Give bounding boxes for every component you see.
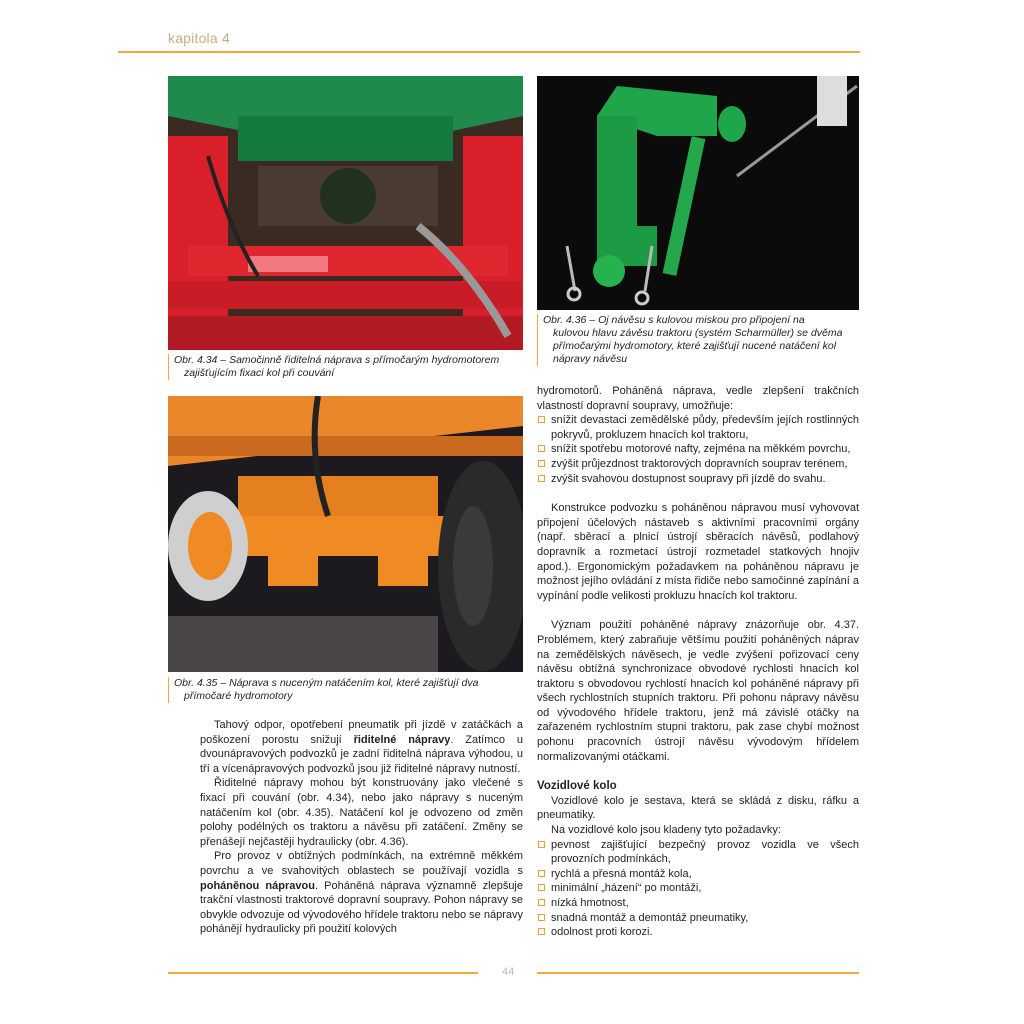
- paragraph: hydromotorů. Poháněná náprava, vedle zlepšení trakčních vlastností dopravní soupravy, umožňuje:: [537, 385, 859, 412]
- text-run: . Zatímco u dvounápravových podvozků je zadní řiditelná náprava výhodou, u tří a vícenápravových podvozků jsou již řiditelné nápravy nutností.: [200, 733, 523, 775]
- caption-label: Obr. 4.35: [174, 677, 218, 689]
- caption-fig-4-34: [168, 354, 529, 380]
- caption-text: zajišťujícím fixaci kol při couvání: [184, 367, 335, 379]
- paragraph: [200, 718, 523, 776]
- bullet-list: [537, 413, 859, 486]
- text-run: Pro provoz v obtížných podmínkách, na extrémně měkkém povrchu a ve svahovitých oblastech se používají vozidla s: [200, 850, 523, 877]
- right-column: [537, 384, 859, 940]
- photo-fig-4-34: [168, 76, 523, 350]
- list-item: snížit spotřebu motorové nafty, zejména na měkkém povrchu,: [537, 442, 859, 457]
- list-item: zvýšit průjezdnost traktorových dopravních souprav terénem,: [537, 457, 859, 472]
- paragraph: Řiditelné nápravy mohou být konstruovány jako vlečené s fixací při couvání (obr. 4.34), nebo jako nápravy s nuceným natáčením kol (obr. 4.35). Natáčení kol je odvozeno od změn polohy podélných os traktoru a návěsu při zatáčení. Změny se přenášejí nejčastěji hydraulicky (obr. 4.36).: [200, 777, 523, 848]
- paragraph: Na vozidlové kolo jsou kladeny tyto požadavky:: [551, 824, 781, 837]
- footer-rule-left: [168, 972, 478, 974]
- list-item: snížit devastaci zemědělské půdy, především jejích rostlinných pokryvů, prokluzem hnacích kol traktoru,: [537, 413, 859, 442]
- list-item: rychlá a přesná montáž kola,: [537, 867, 859, 882]
- bullet-list: [537, 838, 859, 940]
- caption-text: nápravy návěsu: [553, 353, 628, 365]
- caption-text: – Oj návěsu s kulovou miskou pro připojení na: [586, 314, 805, 326]
- caption-label: Obr. 4.36: [543, 314, 587, 326]
- footer-rule-right: [537, 972, 859, 974]
- paragraph: Význam použití poháněné nápravy znázorňuje obr. 4.37. Problémem, který zabraňuje většímu použití poháněných náprav na zemědělských návěsech, je vedle zvýšení pořizovací ceny návěsu obtížná synchronizace obvodové rychlosti hnacích kol traktoru s obvodovou rychlostí hnacích kol poháněné nápravy při všech rychlostních stupních traktoru. Při pohonu nápravy návěsu od vývodového hřídele traktoru, jenž má závislé otáčky na zařazeném rychlostním stupni traktoru, pak zase chybí možnost pohonu pracovních ústrojí návěsu vývodovým hřídelem normalizovanými otáčkami.: [537, 619, 859, 763]
- caption-text: – Náprava s nuceným natáčením kol, které zajišťují dva: [217, 677, 479, 689]
- paragraph: Vozidlové kolo je sestava, která se skládá z disku, ráfku a pneumatiky.: [537, 794, 859, 822]
- list-item: nízká hmotnost,: [537, 896, 859, 911]
- text-run: Tahový odpor, opotřebení pneumatik při jízdě v zatáčkách a poškození porostu snižují: [200, 719, 523, 746]
- paragraph: Konstrukce podvozku s poháněnou nápravou musí vyhovovat připojení účelových nástaveb s aktivními pracovními orgány (např. sběrací a plnicí ústrojí sběracích návěsů, podlahový dopravník a rozmetací ústrojí rozmetadel statkových hnojiv apod.). Ergonomickým požadavkem na poháněnou nápravu je možnost jejího ovládání z místa řidiče nebo samočinné zapínání a vypínání podle velikosti prokluzu hnacích kol traktoru.: [537, 502, 859, 602]
- text-run: . Poháněná náprava významně zlepšuje trakční vlastnosti traktorové dopravní soupravy. Pohon nápravy se obvykle odvozuje od vývodového hřídele traktoru nebo se nápravy pohánějí hydraulicky při použití kolových: [200, 879, 523, 936]
- list-item: minimální „házení“ po montáži,: [537, 881, 859, 896]
- list-item: snadná montáž a demontáž pneumatiky,: [537, 911, 859, 926]
- list-item: pevnost zajišťující bezpečný provoz vozidla ve všech provozních podmínkách,: [537, 838, 859, 867]
- caption-text: přímočarými hydromotory, které zajišťují nucené natáčení kol: [553, 340, 837, 352]
- page-number: 44: [502, 966, 515, 978]
- photo-fig-4-36: [537, 76, 859, 310]
- caption-text: kulovou hlavu závěsu traktoru (systém Scharmüller) se dvěma: [553, 327, 843, 339]
- header-rule: [118, 51, 860, 53]
- bold-term: řiditelné nápravy: [353, 733, 451, 746]
- left-column: [200, 718, 523, 937]
- chapter-label: kapitola 4: [168, 30, 230, 46]
- paragraph: [200, 849, 523, 937]
- caption-text: přímočaré hydromotory: [184, 690, 293, 702]
- caption-text: – Samočinně řiditelná náprava s přímočarým hydromotorem: [217, 354, 500, 366]
- caption-fig-4-35: [168, 677, 529, 703]
- list-item: zvýšit svahovou dostupnost soupravy při jízdě do svahu.: [537, 472, 859, 487]
- list-item: odolnost proti korozi.: [537, 925, 859, 940]
- caption-fig-4-36: [537, 314, 865, 366]
- photo-fig-4-35: [168, 396, 523, 672]
- section-title: Vozidlové kolo: [537, 780, 617, 793]
- bold-term: poháněnou nápravou: [200, 879, 315, 892]
- caption-label: Obr. 4.34: [174, 354, 218, 366]
